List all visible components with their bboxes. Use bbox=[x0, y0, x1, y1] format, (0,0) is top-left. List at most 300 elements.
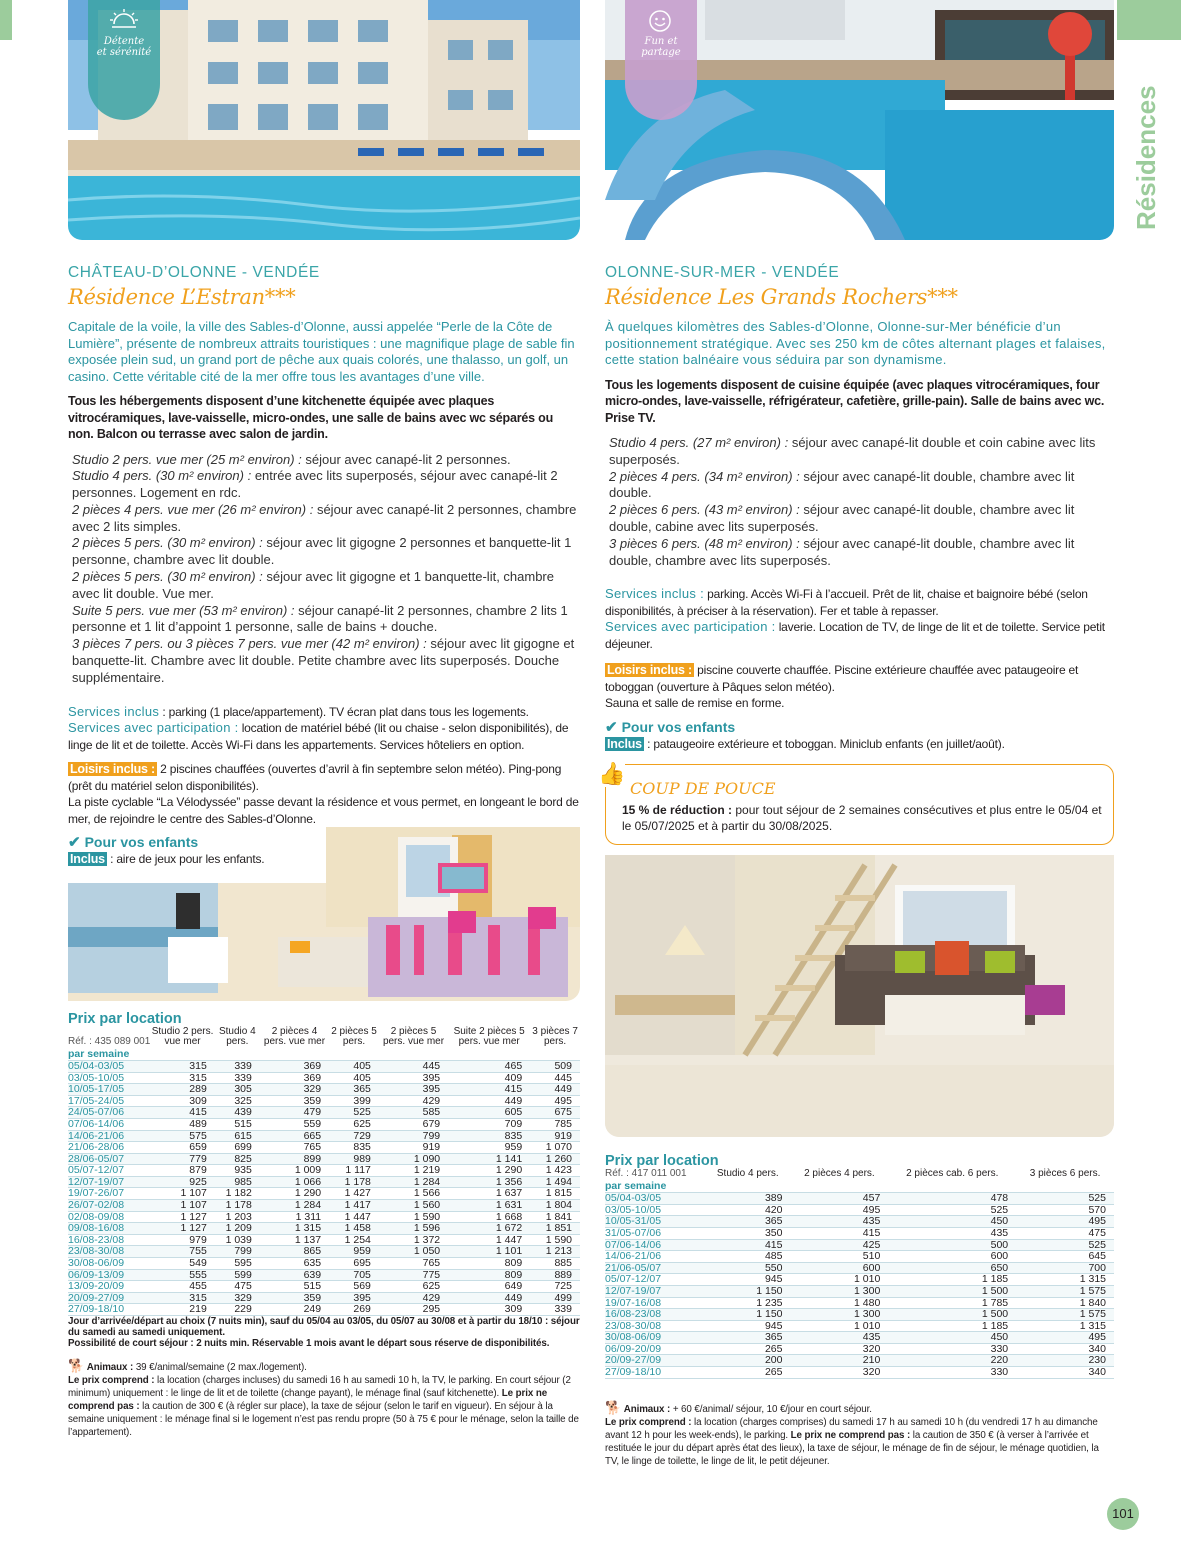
period-cell: 23/08-30/08 bbox=[68, 1246, 150, 1258]
price-cell: 439 bbox=[215, 1107, 260, 1119]
price-cell: 765 bbox=[260, 1142, 329, 1154]
price-cell: 1 447 bbox=[329, 1211, 379, 1223]
price-cell: 359 bbox=[260, 1292, 329, 1304]
region-label: CHÂTEAU-D’OLONNE - VENDÉE bbox=[68, 264, 320, 281]
price-cell: 1 254 bbox=[329, 1234, 379, 1246]
price-cell: 550 bbox=[705, 1262, 791, 1274]
price-cell: 585 bbox=[379, 1107, 448, 1119]
price-cell: 445 bbox=[379, 1060, 448, 1072]
coup-de-pouce-box bbox=[598, 761, 1114, 845]
price-cell: 1 290 bbox=[448, 1165, 530, 1177]
price-cell: 1 009 bbox=[260, 1165, 329, 1177]
price-row bbox=[68, 1281, 580, 1293]
residence-lestran bbox=[68, 0, 580, 1439]
price-cell: 450 bbox=[888, 1332, 1016, 1344]
price-cell: 600 bbox=[791, 1262, 889, 1274]
price-cell: 1 631 bbox=[448, 1200, 530, 1212]
price-cell: 435 bbox=[791, 1216, 889, 1228]
services-participation: Services avec participation : laverie. Location de TV, de linge de lit et de toilette. Service petit déjeuner. bbox=[605, 619, 1105, 651]
services-participation: Services avec participation : location de matériel bébé (lit ou chaise - selon disponibilités), de linge de lit et de toilette. Accès Wi-Fi dans les appartements. Services hôteliers en option. bbox=[68, 720, 569, 752]
dog-icon: 🐕 bbox=[68, 1358, 85, 1374]
price-cell: 435 bbox=[791, 1332, 889, 1344]
column-header: 3 pièces 7 pers. bbox=[532, 1026, 578, 1048]
period-cell: 07/06-14/06 bbox=[605, 1239, 705, 1251]
price-cell: 645 bbox=[1016, 1251, 1114, 1263]
price-cell: 415 bbox=[791, 1227, 889, 1239]
price-cell: 709 bbox=[448, 1118, 530, 1130]
price-row bbox=[68, 1118, 580, 1130]
price-cell: 1 356 bbox=[448, 1176, 530, 1188]
price-cell: 478 bbox=[888, 1193, 1016, 1205]
period-cell: 30/08-06/09 bbox=[68, 1258, 150, 1270]
lodging-list bbox=[605, 435, 1114, 569]
price-cell: 515 bbox=[215, 1118, 260, 1130]
price-cell: 465 bbox=[448, 1060, 530, 1072]
lodging-item: Suite 5 pers. vue mer (53 m² environ) : séjour canapé-lit 2 personnes, chambre 2 lits 1 personne et 1 lit d’appoint 1 personne, salle de bains + douche. bbox=[72, 602, 568, 635]
price-cell: 1 178 bbox=[215, 1200, 260, 1212]
price-cell: 809 bbox=[448, 1269, 530, 1281]
price-cell: 489 bbox=[150, 1118, 215, 1130]
period-cell: 20/09-27/09 bbox=[68, 1292, 150, 1304]
price-row bbox=[68, 1246, 580, 1258]
column-header: 3 pièces 6 pers. bbox=[1029, 1168, 1101, 1180]
price-cell: 289 bbox=[150, 1084, 215, 1096]
price-cell: 775 bbox=[379, 1269, 448, 1281]
price-cell: 945 bbox=[705, 1274, 791, 1286]
lodging-item: 2 pièces 5 pers. (30 m² environ) : séjour avec lit gigogne et 1 banquette-lit, chambre avec lit double. Vue mer. bbox=[72, 569, 554, 601]
price-cell: 699 bbox=[215, 1142, 260, 1154]
period-cell: 21/06-28/06 bbox=[68, 1142, 150, 1154]
price-cell: 1 066 bbox=[260, 1176, 329, 1188]
price-cell: 475 bbox=[1016, 1227, 1114, 1239]
price-cell: 1 840 bbox=[1016, 1297, 1114, 1309]
price-cell: 525 bbox=[1016, 1239, 1114, 1251]
price-cell: 919 bbox=[530, 1130, 580, 1142]
price-cell: 835 bbox=[329, 1142, 379, 1154]
period-cell: 06/09-13/09 bbox=[68, 1269, 150, 1281]
period-cell: 09/08-16/08 bbox=[68, 1223, 150, 1235]
price-cell: 249 bbox=[260, 1304, 329, 1316]
price-cell: 1 372 bbox=[379, 1234, 448, 1246]
price-cell: 1 596 bbox=[379, 1223, 448, 1235]
period-cell: 05/07-12/07 bbox=[68, 1165, 150, 1177]
period-cell: 27/09-18/10 bbox=[605, 1367, 705, 1379]
kids-and-photo bbox=[68, 827, 580, 1001]
price-cell: 825 bbox=[215, 1153, 260, 1165]
price-cell: 500 bbox=[888, 1239, 1016, 1251]
price-cell: 420 bbox=[705, 1204, 791, 1216]
price-cell: 405 bbox=[329, 1072, 379, 1084]
price-cell: 339 bbox=[215, 1060, 260, 1072]
price-cell: 265 bbox=[705, 1343, 791, 1355]
lodging-item: 2 pièces 4 pers. (34 m² environ) : séjour avec canapé-lit double, chambre avec lit double. bbox=[609, 468, 1075, 501]
price-row bbox=[68, 1060, 580, 1072]
price-row bbox=[605, 1274, 1114, 1286]
sauna-text: Sauna et salle de remise en forme. bbox=[605, 696, 785, 711]
price-cell: 1 590 bbox=[379, 1211, 448, 1223]
price-cell: 959 bbox=[448, 1142, 530, 1154]
period-cell: 26/07-02/08 bbox=[68, 1200, 150, 1212]
price-table bbox=[605, 1169, 1114, 1378]
period-cell: 16/08-23/08 bbox=[605, 1309, 705, 1321]
price-cell: 879 bbox=[150, 1165, 215, 1177]
price-cell: 409 bbox=[448, 1072, 530, 1084]
price-cell: 330 bbox=[888, 1343, 1016, 1355]
price-cell: 415 bbox=[705, 1239, 791, 1251]
price-cell: 325 bbox=[215, 1095, 260, 1107]
residence-title: Résidence Les Grands Rochers*** bbox=[605, 285, 958, 309]
price-cell: 1 185 bbox=[888, 1274, 1016, 1286]
price-cell: 525 bbox=[1016, 1193, 1114, 1205]
price-cell: 315 bbox=[150, 1060, 215, 1072]
price-cell: 1 107 bbox=[150, 1188, 215, 1200]
price-row bbox=[605, 1204, 1114, 1216]
price-row bbox=[68, 1084, 580, 1096]
ambiance-badge: Fun et partage bbox=[625, 0, 697, 120]
arrival-note: Jour d’arrivée/départ au choix (7 nuits min), sauf du 05/04 au 03/05, du 05/07 au 30/08 et à partir du 18/10 : séjour du samedi au samedi uniquement. bbox=[68, 1316, 580, 1339]
price-cell: 1 050 bbox=[379, 1246, 448, 1258]
price-row bbox=[605, 1193, 1114, 1205]
period-cell: 03/05-10/05 bbox=[605, 1204, 705, 1216]
column-header: Suite 2 pièces 5 pers. vue mer bbox=[453, 1026, 525, 1048]
column-header: Studio 2 pers. vue mer bbox=[151, 1026, 214, 1048]
price-cell: 389 bbox=[705, 1193, 791, 1205]
price-row bbox=[605, 1251, 1114, 1263]
column-header: Studio 4 pers. bbox=[716, 1168, 779, 1180]
price-cell: 639 bbox=[260, 1269, 329, 1281]
price-section bbox=[68, 1011, 580, 1439]
price-cell: 605 bbox=[448, 1107, 530, 1119]
pool-photo bbox=[68, 0, 580, 240]
price-row bbox=[605, 1343, 1114, 1355]
services-included: Services inclus : parking (1 place/appartement). TV écran plat dans tous les logements. bbox=[68, 703, 529, 719]
price-table bbox=[68, 1027, 580, 1316]
period-cell: 07/06-14/06 bbox=[68, 1118, 150, 1130]
price-cell: 1 010 bbox=[791, 1274, 889, 1286]
price-cell: 320 bbox=[791, 1367, 889, 1379]
price-row bbox=[605, 1332, 1114, 1344]
price-cell: 725 bbox=[530, 1281, 580, 1293]
price-row bbox=[68, 1211, 580, 1223]
section-label: Résidences bbox=[1131, 85, 1161, 230]
period-cell: 19/07-26/07 bbox=[68, 1188, 150, 1200]
price-cell: 765 bbox=[379, 1258, 448, 1270]
price-cell: 695 bbox=[329, 1258, 379, 1270]
price-cell: 369 bbox=[260, 1072, 329, 1084]
column-header: Studio 4 pers. bbox=[218, 1026, 256, 1048]
price-row bbox=[68, 1153, 580, 1165]
column-header: 2 pièces 4 pers. vue mer bbox=[263, 1026, 326, 1048]
price-cell: 1 284 bbox=[379, 1176, 448, 1188]
price-cell: 1 311 bbox=[260, 1211, 329, 1223]
price-cell: 1 090 bbox=[379, 1153, 448, 1165]
dog-icon: 🐕 bbox=[605, 1399, 622, 1415]
leisure-included: Loisirs inclus : piscine couverte chauffée. Piscine extérieure chauffée avec pataugeoire et toboggan (ouverture à Pâques selon météo). bbox=[605, 663, 1079, 694]
price-row bbox=[605, 1297, 1114, 1309]
price-row bbox=[68, 1142, 580, 1154]
period-cell: 20/09-27/09 bbox=[605, 1355, 705, 1367]
price-cell: 1 417 bbox=[329, 1200, 379, 1212]
equipment-text: Tous les logements disposent de cuisine équipée (avec plaques vitrocéramiques, four micro-ondes, lave-vaisselle, réfrigérateur, cafetière, grille-pain). Salle de bains avec wc. Prise TV. bbox=[605, 377, 1105, 425]
price-cell: 219 bbox=[150, 1304, 215, 1316]
services-included: Services inclus : parking. Accès Wi-Fi à l’accueil. Prêt de lit, chaise et baignoire bébé (selon disponibilités, à préciser à la réservation). Fer et table à repasser. bbox=[605, 586, 1088, 618]
price-row bbox=[68, 1072, 580, 1084]
smiley-icon bbox=[647, 8, 673, 34]
price-cell: 315 bbox=[150, 1072, 215, 1084]
price-cell: 1 203 bbox=[215, 1211, 260, 1223]
lodging-item: 2 pièces 4 pers. vue mer (26 m² environ) : séjour avec canapé-lit 2 personnes, chambre avec 2 lits simples. bbox=[72, 501, 577, 534]
price-cell: 525 bbox=[888, 1204, 1016, 1216]
price-cell: 515 bbox=[260, 1281, 329, 1293]
coup-text: 15 % de réduction : pour tout séjour de 2 semaines consécutives et plus entre le 05/04 et le 05/07/2025 et à partir du 30/08/2025. bbox=[622, 803, 1102, 834]
price-cell: 865 bbox=[260, 1246, 329, 1258]
price-cell: 395 bbox=[379, 1084, 448, 1096]
period-cell: 23/08-30/08 bbox=[605, 1320, 705, 1332]
price-cell: 495 bbox=[530, 1095, 580, 1107]
per-week-label: par semaine bbox=[605, 1181, 1114, 1192]
price-cell: 320 bbox=[791, 1343, 889, 1355]
price-cell: 229 bbox=[215, 1304, 260, 1316]
price-cell: 1 500 bbox=[888, 1285, 1016, 1297]
period-cell: 16/08-23/08 bbox=[68, 1234, 150, 1246]
price-cell: 329 bbox=[260, 1084, 329, 1096]
price-cell: 675 bbox=[530, 1107, 580, 1119]
price-cell: 1 480 bbox=[791, 1297, 889, 1309]
lodging-item: 3 pièces 7 pers. ou 3 pièces 7 pers. vue mer (42 m² environ) : séjour avec lit gigogne et banquette-lit. Chambre avec lit double. Petite chambre avec lits superposés. Douche supplémentaire. bbox=[72, 636, 575, 685]
price-conditions: Le prix comprend : la location (charges comprises) du samedi 17 h au samedi 10 h (du vendredi 17 h au dimanche avant 12 h pour les week-ends), le parking. Le prix ne comprend pas : la caution de 350 € (à verser à l’arrivée et restituée le jour du départ après état des lieux), la taxe de séjour, le ménage de fin de séjour, le ménage quotidien, la TV, le linge de toilette, le linge de lit, le petit déjeuner. bbox=[605, 1416, 1099, 1467]
period-cell: 05/07-12/07 bbox=[605, 1274, 705, 1286]
waterslide-photo bbox=[605, 0, 1114, 240]
price-title: Prix par location bbox=[68, 1011, 182, 1028]
price-cell: 919 bbox=[379, 1142, 448, 1154]
lodging-item: Studio 4 pers. (27 m² environ) : séjour avec canapé-lit double et coin cabine avec lits superposés. bbox=[609, 435, 1096, 467]
period-cell: 14/06-21/06 bbox=[605, 1251, 705, 1263]
residence-grands-rochers bbox=[598, 0, 1114, 1468]
price-cell: 1 039 bbox=[215, 1234, 260, 1246]
price-cell: 509 bbox=[530, 1060, 580, 1072]
animals-note: 🐕 Animaux : + 60 €/animal/ séjour, 10 €/jour en court séjour. bbox=[605, 1399, 872, 1415]
price-cell: 269 bbox=[329, 1304, 379, 1316]
price-cell: 650 bbox=[888, 1262, 1016, 1274]
period-cell: 17/05-24/05 bbox=[68, 1095, 150, 1107]
column-header: 2 pièces 5 pers. bbox=[331, 1026, 377, 1048]
price-cell: 1 590 bbox=[530, 1234, 580, 1246]
price-row bbox=[68, 1200, 580, 1212]
price-row bbox=[605, 1262, 1114, 1274]
price-cell: 1 500 bbox=[888, 1309, 1016, 1321]
lodging-list bbox=[68, 452, 580, 687]
period-cell: 06/09-20/09 bbox=[605, 1343, 705, 1355]
price-cell: 1 637 bbox=[448, 1188, 530, 1200]
price-cell: 989 bbox=[329, 1153, 379, 1165]
price-cell: 979 bbox=[150, 1234, 215, 1246]
period-cell: 28/06-05/07 bbox=[68, 1153, 150, 1165]
price-cell: 1 841 bbox=[530, 1211, 580, 1223]
price-cell: 329 bbox=[215, 1292, 260, 1304]
column-header: 2 pièces cab. 6 pers. bbox=[906, 1168, 999, 1180]
price-cell: 435 bbox=[888, 1227, 1016, 1239]
price-cell: 415 bbox=[150, 1107, 215, 1119]
period-cell: 03/05-10/05 bbox=[68, 1072, 150, 1084]
region-label: OLONNE-SUR-MER - VENDÉE bbox=[605, 264, 840, 281]
price-cell: 945 bbox=[705, 1320, 791, 1332]
price-row bbox=[605, 1227, 1114, 1239]
price-cell: 889 bbox=[530, 1269, 580, 1281]
price-cell: 525 bbox=[329, 1107, 379, 1119]
price-cell: 1 668 bbox=[448, 1211, 530, 1223]
price-cell: 625 bbox=[379, 1281, 448, 1293]
apartment-photo bbox=[605, 855, 1114, 1137]
price-cell: 485 bbox=[705, 1251, 791, 1263]
price-cell: 499 bbox=[530, 1292, 580, 1304]
price-cell: 200 bbox=[705, 1355, 791, 1367]
price-cell: 1 804 bbox=[530, 1200, 580, 1212]
price-cell: 835 bbox=[448, 1130, 530, 1142]
price-cell: 1 101 bbox=[448, 1246, 530, 1258]
price-cell: 369 bbox=[260, 1060, 329, 1072]
price-cell: 305 bbox=[215, 1084, 260, 1096]
period-cell: 10/05-17/05 bbox=[68, 1084, 150, 1096]
check-icon: ✔ bbox=[68, 834, 81, 852]
price-cell: 925 bbox=[150, 1176, 215, 1188]
price-row bbox=[605, 1216, 1114, 1228]
price-cell: 1 284 bbox=[260, 1200, 329, 1212]
ambiance-badge: Détente et sérénité bbox=[88, 0, 160, 120]
price-cell: 450 bbox=[888, 1216, 1016, 1228]
period-cell: 02/08-09/08 bbox=[68, 1211, 150, 1223]
price-row bbox=[605, 1239, 1114, 1251]
price-cell: 1 672 bbox=[448, 1223, 530, 1235]
price-title: Prix par location bbox=[605, 1153, 719, 1170]
price-section bbox=[605, 1153, 1114, 1467]
price-cell: 415 bbox=[448, 1084, 530, 1096]
price-cell: 559 bbox=[260, 1118, 329, 1130]
price-cell: 635 bbox=[260, 1258, 329, 1270]
price-cell: 1 070 bbox=[530, 1142, 580, 1154]
price-cell: 555 bbox=[150, 1269, 215, 1281]
period-cell: 05/04-03/05 bbox=[605, 1193, 705, 1205]
price-cell: 1 575 bbox=[1016, 1285, 1114, 1297]
period-cell: 31/05-07/06 bbox=[605, 1227, 705, 1239]
price-cell: 1 117 bbox=[329, 1165, 379, 1177]
price-cell: 549 bbox=[150, 1258, 215, 1270]
price-cell: 1 315 bbox=[1016, 1274, 1114, 1286]
price-cell: 365 bbox=[329, 1084, 379, 1096]
price-cell: 1 107 bbox=[150, 1200, 215, 1212]
price-cell: 755 bbox=[150, 1246, 215, 1258]
sun-icon bbox=[110, 8, 138, 30]
price-row bbox=[68, 1107, 580, 1119]
cycle-path-text: La piste cyclable “La Vélodyssée” passe devant la résidence et vous permet, en longeant le bord de mer, de rejoindre le centre des Sables-d’Olonne. bbox=[68, 795, 579, 826]
price-cell: 365 bbox=[705, 1332, 791, 1344]
price-cell: 1 219 bbox=[379, 1165, 448, 1177]
period-cell: 21/06-05/07 bbox=[605, 1262, 705, 1274]
intro-text: Capitale de la voile, la ville des Sables-d’Olonne, aussi appelée “Perle de la Côte de Lumière”, présente de nombreux attraits touristiques : une magnifique plage de sable fin exposée plein sud, un grand port de pêche aux quais colorés, une thalasso, un golf, un casino. Cette véritable cité de la mer offre tous les avantages d’une ville. bbox=[68, 319, 575, 384]
price-cell: 1 300 bbox=[791, 1309, 889, 1321]
price-cell: 659 bbox=[150, 1142, 215, 1154]
lodging-item: Studio 2 pers. vue mer (25 m² environ) : séjour avec canapé-lit 2 personnes. bbox=[72, 451, 511, 467]
check-icon: ✔ bbox=[605, 718, 618, 736]
price-row bbox=[68, 1292, 580, 1304]
price-cell: 457 bbox=[791, 1193, 889, 1205]
reference: Réf. : 417 011 001 bbox=[605, 1168, 687, 1180]
price-cell: 395 bbox=[379, 1072, 448, 1084]
kids-text: Inclus : aire de jeux pour les enfants. bbox=[70, 852, 265, 867]
period-cell: 19/07-16/08 bbox=[605, 1297, 705, 1309]
price-cell: 350 bbox=[705, 1227, 791, 1239]
period-cell: 13/09-20/09 bbox=[68, 1281, 150, 1293]
lodging-item: 3 pièces 6 pers. (48 m² environ) : séjour avec canapé-lit double, chambre avec lit double, chambre avec lits superposés. bbox=[609, 535, 1075, 568]
price-cell: 1 785 bbox=[888, 1297, 1016, 1309]
price-cell: 425 bbox=[791, 1239, 889, 1251]
residence-title: Résidence L’Estran*** bbox=[68, 285, 296, 309]
price-cell: 1 150 bbox=[705, 1309, 791, 1321]
price-cell: 809 bbox=[448, 1258, 530, 1270]
price-cell: 510 bbox=[791, 1251, 889, 1263]
price-cell: 1 575 bbox=[1016, 1309, 1114, 1321]
price-cell: 210 bbox=[791, 1355, 889, 1367]
price-cell: 449 bbox=[530, 1084, 580, 1096]
price-cell: 1 010 bbox=[791, 1320, 889, 1332]
price-row bbox=[605, 1320, 1114, 1332]
period-cell: 30/08-06/09 bbox=[605, 1332, 705, 1344]
price-cell: 1 178 bbox=[329, 1176, 379, 1188]
price-cell: 1 315 bbox=[260, 1223, 329, 1235]
price-cell: 1 458 bbox=[329, 1223, 379, 1235]
price-row bbox=[68, 1234, 580, 1246]
coup-title: COUP DE POUCE bbox=[630, 779, 776, 799]
price-cell: 309 bbox=[150, 1095, 215, 1107]
price-cell: 1 150 bbox=[705, 1285, 791, 1297]
price-cell: 1 127 bbox=[150, 1211, 215, 1223]
price-cell: 600 bbox=[888, 1251, 1016, 1263]
price-cell: 959 bbox=[329, 1246, 379, 1258]
price-cell: 265 bbox=[705, 1367, 791, 1379]
price-cell: 1 290 bbox=[260, 1188, 329, 1200]
price-cell: 599 bbox=[215, 1269, 260, 1281]
price-cell: 339 bbox=[530, 1304, 580, 1316]
per-week-label: par semaine bbox=[68, 1049, 580, 1060]
price-cell: 295 bbox=[379, 1304, 448, 1316]
price-row bbox=[605, 1309, 1114, 1321]
price-row bbox=[68, 1304, 580, 1316]
kids-text: Inclus : pataugeoire extérieure et toboggan. Miniclub enfants (en juillet/août). bbox=[607, 736, 1005, 751]
price-cell: 1 141 bbox=[448, 1153, 530, 1165]
kids-title: ✔ Pour vos enfants bbox=[605, 718, 736, 736]
price-cell: 679 bbox=[379, 1118, 448, 1130]
price-cell: 985 bbox=[215, 1176, 260, 1188]
section-color-tab bbox=[1117, 0, 1181, 40]
page-number: 101 bbox=[1107, 1498, 1139, 1530]
price-cell: 1 423 bbox=[530, 1165, 580, 1177]
price-cell: 495 bbox=[1016, 1332, 1114, 1344]
price-cell: 220 bbox=[888, 1355, 1016, 1367]
price-cell: 1 260 bbox=[530, 1153, 580, 1165]
price-cell: 395 bbox=[329, 1292, 379, 1304]
price-cell: 1 494 bbox=[530, 1176, 580, 1188]
price-cell: 1 447 bbox=[448, 1234, 530, 1246]
price-cell: 1 213 bbox=[530, 1246, 580, 1258]
price-cell: 1 566 bbox=[379, 1188, 448, 1200]
equipment-text: Tous les hébergements disposent d’une kitchenette équipée avec plaques vitrocéramiques, lave-vaisselle, micro-ondes, une salle de bains avec wc séparés ou non. Balcon ou terrasse avec salon de jardin. bbox=[68, 394, 554, 441]
price-row bbox=[68, 1188, 580, 1200]
price-cell: 1 137 bbox=[260, 1234, 329, 1246]
price-row bbox=[68, 1176, 580, 1188]
kids-title: ✔ Pour vos enfants bbox=[68, 834, 199, 852]
price-row bbox=[68, 1223, 580, 1235]
price-cell: 495 bbox=[1016, 1216, 1114, 1228]
price-cell: 705 bbox=[329, 1269, 379, 1281]
